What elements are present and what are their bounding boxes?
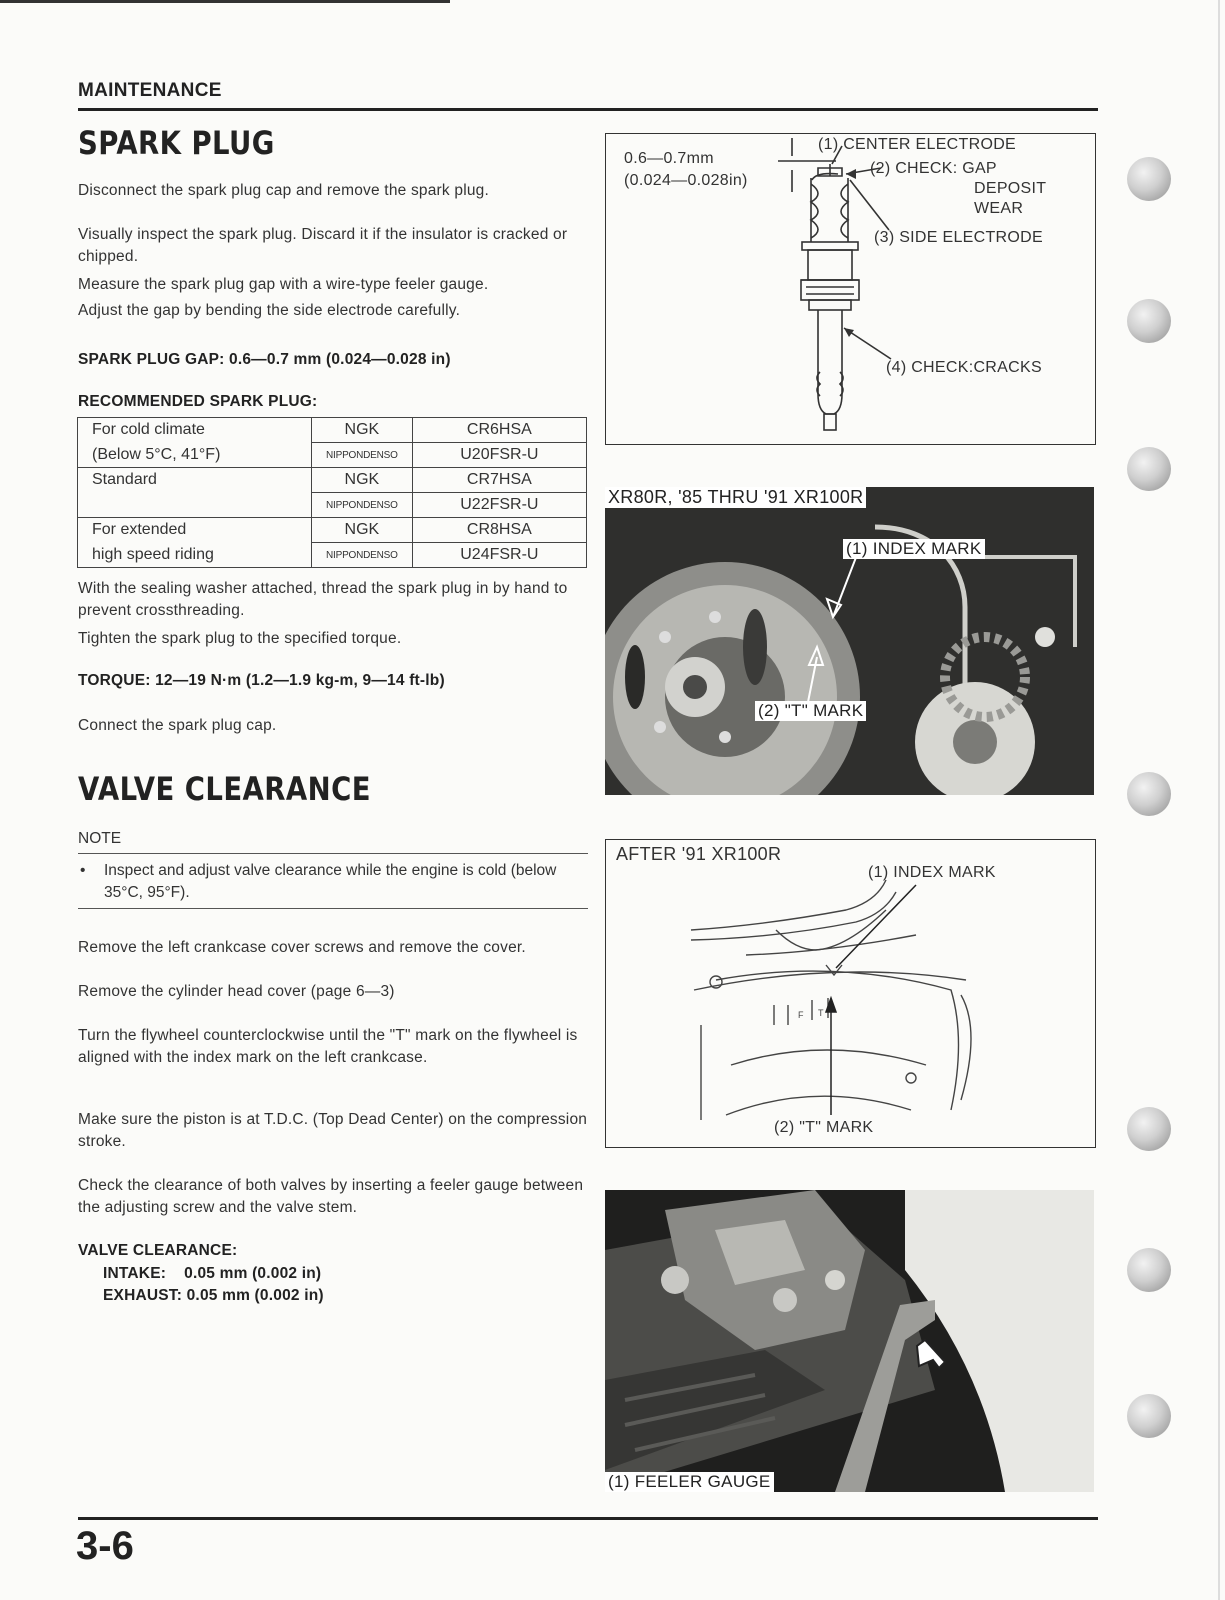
table-cell: CR8HSA bbox=[412, 518, 586, 543]
header-divider bbox=[78, 108, 1098, 111]
table-cell: For extended bbox=[78, 518, 312, 543]
table-cell: NGK bbox=[312, 518, 413, 543]
table-row bbox=[78, 543, 587, 568]
torque-spec: TORQUE: 12—19 N·m (1.2—1.9 kg-m, 9—14 ft-lb) bbox=[78, 672, 445, 689]
spark-plug-table bbox=[77, 418, 587, 568]
valve-photo-art bbox=[605, 1190, 1094, 1492]
spark-plug-heading: SPARK PLUG bbox=[78, 124, 275, 162]
table-cell: U20FSR-U bbox=[412, 443, 586, 468]
gap-mm-label: 0.6—0.7mm bbox=[624, 150, 714, 167]
f-mark: F bbox=[798, 1010, 804, 1020]
page-number: 3-6 bbox=[76, 1524, 134, 1568]
page-edge-shadow bbox=[1218, 0, 1220, 1600]
table-row bbox=[78, 493, 587, 518]
intake-spec: INTAKE: 0.05 mm (0.002 in) bbox=[103, 1265, 322, 1282]
table-cell: Standard bbox=[78, 468, 312, 493]
note-bottom-rule bbox=[78, 908, 588, 909]
index-tab-dot bbox=[1127, 157, 1171, 201]
center-electrode-label: (1) CENTER ELECTRODE bbox=[818, 136, 1017, 153]
table-cell: CR7HSA bbox=[412, 468, 586, 493]
flywheel-photo-art bbox=[605, 487, 1094, 795]
spark-plug-p7: Connect the spark plug cap. bbox=[78, 717, 277, 734]
table-cell: NIPPONDENSO bbox=[312, 543, 413, 568]
check-cracks-label: (4) CHECK:CRACKS bbox=[886, 359, 1042, 376]
after-91-index-mark-label: (1) INDEX MARK bbox=[868, 864, 996, 881]
spark-plug-p3: Measure the spark plug gap with a wire-type feeler gauge. bbox=[78, 276, 489, 293]
index-tab-dot bbox=[1127, 299, 1171, 343]
check-deposit-label: DEPOSIT bbox=[974, 180, 1047, 197]
table-cell: NIPPONDENSO bbox=[312, 493, 413, 518]
spark-plug-p1: Disconnect the spark plug cap and remove the spark plug. bbox=[78, 182, 489, 199]
bullet-dot: • bbox=[80, 862, 86, 879]
t-mark: T bbox=[818, 1008, 824, 1018]
note-bullet bbox=[78, 860, 588, 904]
feeler-gauge-label: (1) FEELER GAUGE bbox=[605, 1472, 774, 1492]
spark-plug-p5: With the sealing washer attached, thread the spark plug in by hand to prevent crossthreading. bbox=[78, 580, 568, 619]
valve-p3: Turn the flywheel counterclockwise until the "T" mark on the flywheel is aligned with the index mark on the left crankcase. bbox=[78, 1027, 578, 1066]
spark-plug-gap-spec: SPARK PLUG GAP: 0.6—0.7 mm (0.024—0.028 in) bbox=[78, 351, 451, 368]
index-tab-dot bbox=[1127, 1107, 1171, 1151]
gap-in-label: (0.024—0.028in) bbox=[624, 172, 748, 189]
table-row bbox=[78, 518, 587, 543]
table-cell: For cold climate bbox=[78, 418, 312, 443]
flywheel-photo bbox=[605, 487, 1094, 795]
valve-photo bbox=[605, 1190, 1094, 1492]
table-cell: CR6HSA bbox=[412, 418, 586, 443]
after-91-figure bbox=[605, 839, 1096, 1148]
t-mark-label: (2) "T" MARK bbox=[755, 701, 866, 721]
note-top-rule bbox=[78, 853, 588, 854]
after-91-drawing bbox=[606, 840, 1095, 1147]
section-label: MAINTENANCE bbox=[78, 80, 222, 101]
note-label: NOTE bbox=[78, 830, 122, 847]
check-gap-label: (2) CHECK: GAP bbox=[870, 160, 997, 177]
flywheel-photo-title: XR80R, '85 THRU '91 XR100R bbox=[605, 487, 866, 508]
after-91-title: AFTER '91 XR100R bbox=[616, 844, 782, 864]
table-cell: NGK bbox=[312, 418, 413, 443]
check-wear-label: WEAR bbox=[974, 200, 1024, 217]
index-tab-dot bbox=[1127, 447, 1171, 491]
table-cell bbox=[78, 493, 312, 518]
table-cell: NGK bbox=[312, 468, 413, 493]
spark-plug-p6: Tighten the spark plug to the specified torque. bbox=[78, 630, 402, 647]
valve-p1: Remove the left crankcase cover screws and remove the cover. bbox=[78, 939, 526, 956]
valve-clearance-heading: VALVE CLEARANCE bbox=[78, 770, 371, 808]
after-91-t-mark-label: (2) "T" MARK bbox=[774, 1119, 874, 1136]
spark-plug-p4: Adjust the gap by bending the side electrode carefully. bbox=[78, 302, 461, 319]
table-cell: U24FSR-U bbox=[412, 543, 586, 568]
table-cell: (Below 5°C, 41°F) bbox=[78, 443, 312, 468]
footer-divider bbox=[78, 1517, 1098, 1520]
top-edge-rule bbox=[0, 0, 450, 3]
index-mark-label: (1) INDEX MARK bbox=[843, 539, 985, 559]
exhaust-spec: EXHAUST: 0.05 mm (0.002 in) bbox=[103, 1287, 324, 1304]
side-electrode-label: (3) SIDE ELECTRODE bbox=[874, 229, 1043, 246]
valve-clearance-label: VALVE CLEARANCE: bbox=[78, 1242, 238, 1259]
valve-p4: Make sure the piston is at T.D.C. (Top Dead Center) on the compression stroke. bbox=[78, 1111, 588, 1150]
index-tab-dot bbox=[1127, 1248, 1171, 1292]
table-cell: NIPPONDENSO bbox=[312, 443, 413, 468]
recommended-plug-label: RECOMMENDED SPARK PLUG: bbox=[78, 393, 318, 410]
note-bullet-text: Inspect and adjust valve clearance while the engine is cold (below 35°C, 95°F). bbox=[104, 862, 557, 901]
index-tab-dot bbox=[1127, 772, 1171, 816]
table-row bbox=[78, 443, 587, 468]
table-cell: high speed riding bbox=[78, 543, 312, 568]
spark-plug-p2: Visually inspect the spark plug. Discard it if the insulator is cracked or chipped. bbox=[78, 226, 568, 265]
table-row bbox=[78, 418, 587, 443]
spark-plug-figure bbox=[605, 133, 1096, 445]
valve-p2: Remove the cylinder head cover (page 6—3) bbox=[78, 983, 395, 1000]
valve-p5: Check the clearance of both valves by inserting a feeler gauge between the adjusting screw and the valve stem. bbox=[78, 1177, 584, 1216]
index-tab-dot bbox=[1127, 1394, 1171, 1438]
table-cell: U22FSR-U bbox=[412, 493, 586, 518]
table-row bbox=[78, 468, 587, 493]
